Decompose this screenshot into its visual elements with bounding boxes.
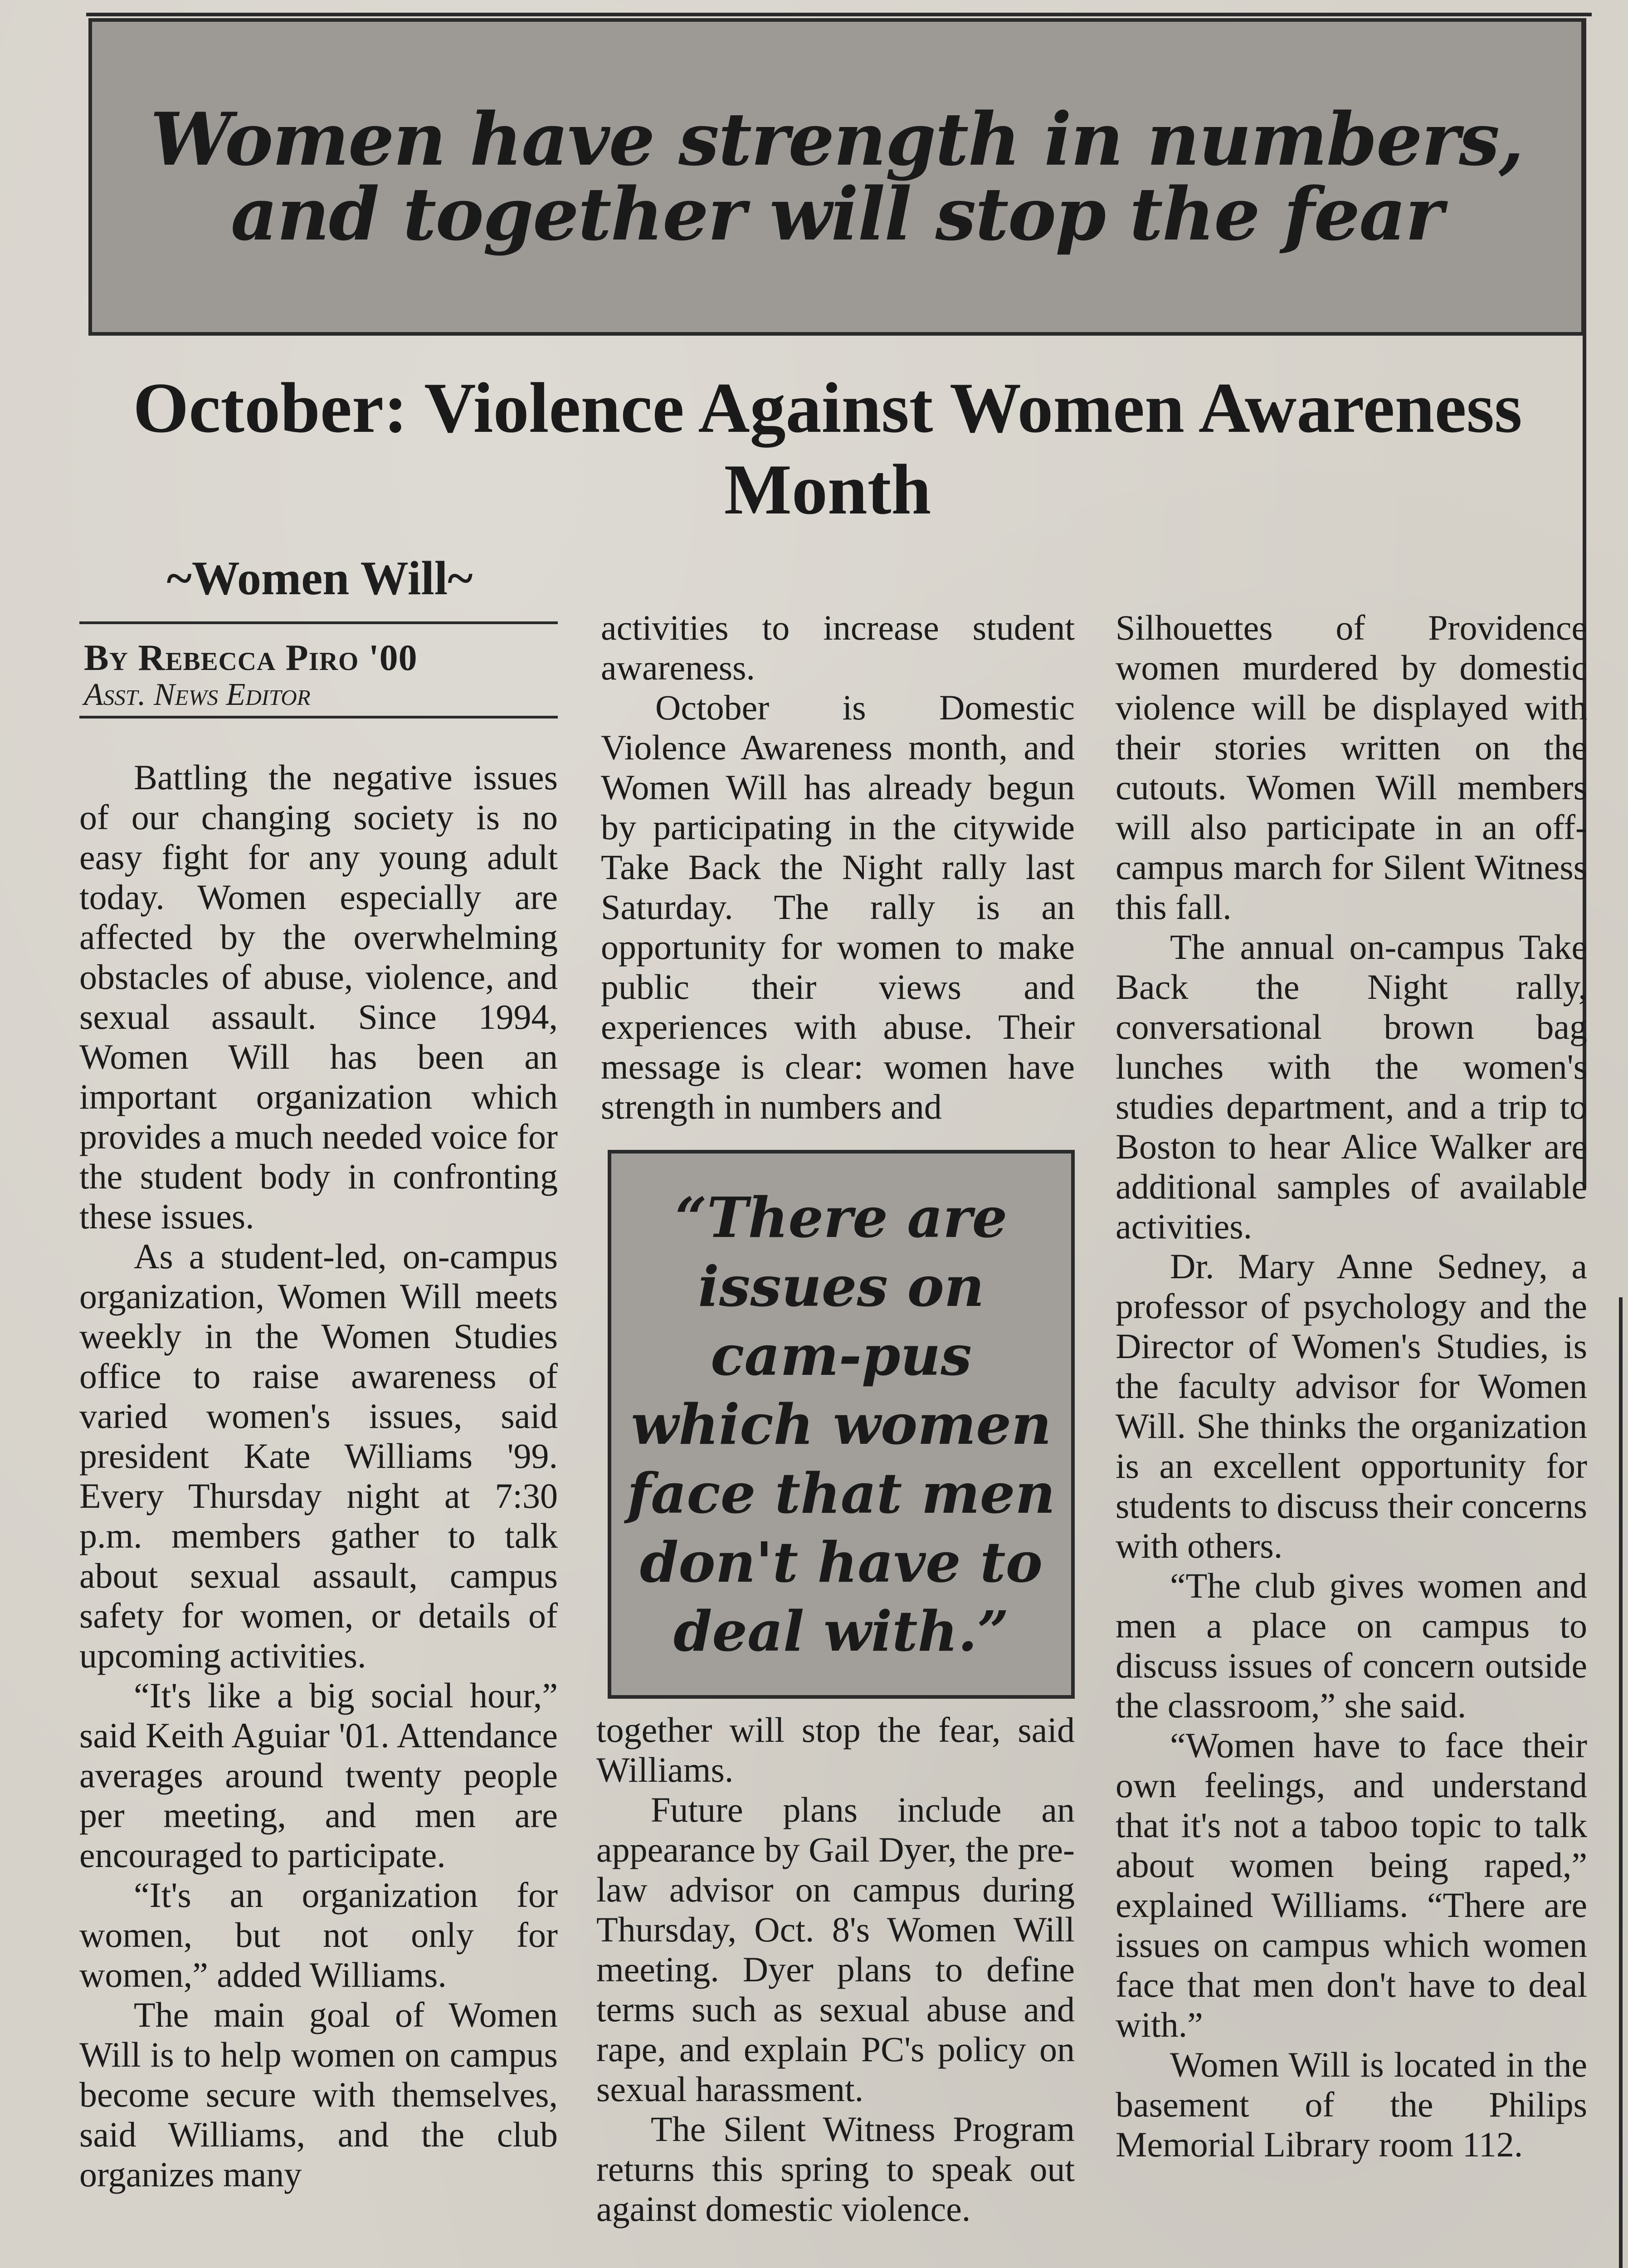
paragraph: The Silent Witness Program returns this spring to speak out against domestic violence. — [596, 2109, 1075, 2229]
article-column-3 — [1116, 608, 1587, 2165]
byline-author: By Rebecca Piro '00 — [84, 637, 418, 678]
paragraph: October is Domestic Violence Awareness month, and Women Will has already begun by participating in the citywide Take Back the Night rally last Saturday. The rally is an opportunity for women to make public their views and experiences with abuse. Their message is clear: women have strength in numbers and — [601, 688, 1075, 1126]
pull-quote-text: “There are issues on cam-pus which women face that men don't have to deal with.” — [627, 1185, 1056, 1664]
paragraph: “It's an organization for women, but not only for women,” added Williams. — [79, 1875, 558, 1994]
byline-title: Asst. News Editor — [84, 677, 311, 712]
article-column-1 — [79, 758, 558, 2195]
top-rule — [86, 13, 1592, 16]
paragraph: together will stop the fear, said Williams. — [596, 1710, 1075, 1789]
byline-rule-top — [79, 621, 558, 624]
paragraph: Battling the negative issues of our changing society is no easy fight for any young adult today. Women especially are affected by the overwhelming obstacles of abuse, violence, and sexual assault. Since 1994, Women Will has been an important organization which provides a much needed voice for the student body in confronting these issues. — [79, 758, 558, 1236]
paragraph: activities to increase student awareness. — [601, 608, 1075, 687]
byline-rule-bottom — [79, 716, 558, 719]
paragraph: The main goal of Women Will is to help women on campus become secure with themselves, said Williams, and the club organizes many — [79, 1995, 558, 2194]
right-rule-lower — [1619, 1297, 1623, 2268]
paragraph: Future plans include an appearance by Gail Dyer, the pre-law advisor on campus during Thursday, Oct. 8's Women Will meeting. Dyer plans to define terms such as sexual abuse and rape, and explain PC's policy on sexual harassment. — [596, 1790, 1075, 2109]
paragraph: The annual on-campus Take Back the Night rally, conversational brown bag lunches with the women's studies department, and a trip to Boston to hear Alice Walker are additional samples of available activities. — [1116, 927, 1587, 1246]
banner-box — [88, 18, 1585, 336]
article-column-2-bottom — [596, 1710, 1075, 2229]
paragraph: As a student-led, on-campus organization, Women Will meets weekly in the Women Studies office to raise awareness of varied women's issues, said president Kate Williams '99. Every Thursday night at 7:30 p.m. members gather to talk about sexual assault, campus safety for women, or details of upcoming activities. — [79, 1237, 558, 1675]
paragraph: Dr. Mary Anne Sedney, a professor of psychology and the Director of Women's Studies, is the faculty advisor for Women Will. She thinks the organization is an excellent opportunity for students to discuss their concerns with others. — [1116, 1246, 1587, 1565]
paragraph: “Women have to face their own feelings, and understand that it's not a taboo topic to talk about women being raped,” explained Williams. “There are issues on campus which women face that men don't have to deal with.” — [1116, 1725, 1587, 2044]
article-column-2-top — [601, 608, 1075, 1127]
paragraph: “It's like a big social hour,” said Keith Aguiar '01. Attendance averages around twenty people per meeting, and men are encouraged to participate. — [79, 1676, 558, 1875]
paragraph: “The club gives women and men a place on campus to discuss issues of concern outside the classroom,” she said. — [1116, 1566, 1587, 1725]
paragraph: Silhouettes of Providence women murdered by domestic violence will be displayed with their stories written on the cutouts. Women Will members will also participate in an off-campus march for Silent Witness this fall. — [1116, 608, 1587, 927]
pull-quote-box — [608, 1150, 1075, 1699]
headline: October: Violence Against Women Awareness Month — [133, 368, 1522, 529]
banner-text: Women have strength in numbers, and together will stop the fear — [150, 97, 1523, 257]
paragraph: Women Will is located in the basement of the Philips Memorial Library room 112. — [1116, 2045, 1587, 2164]
kicker: ~Women Will~ — [166, 552, 473, 605]
